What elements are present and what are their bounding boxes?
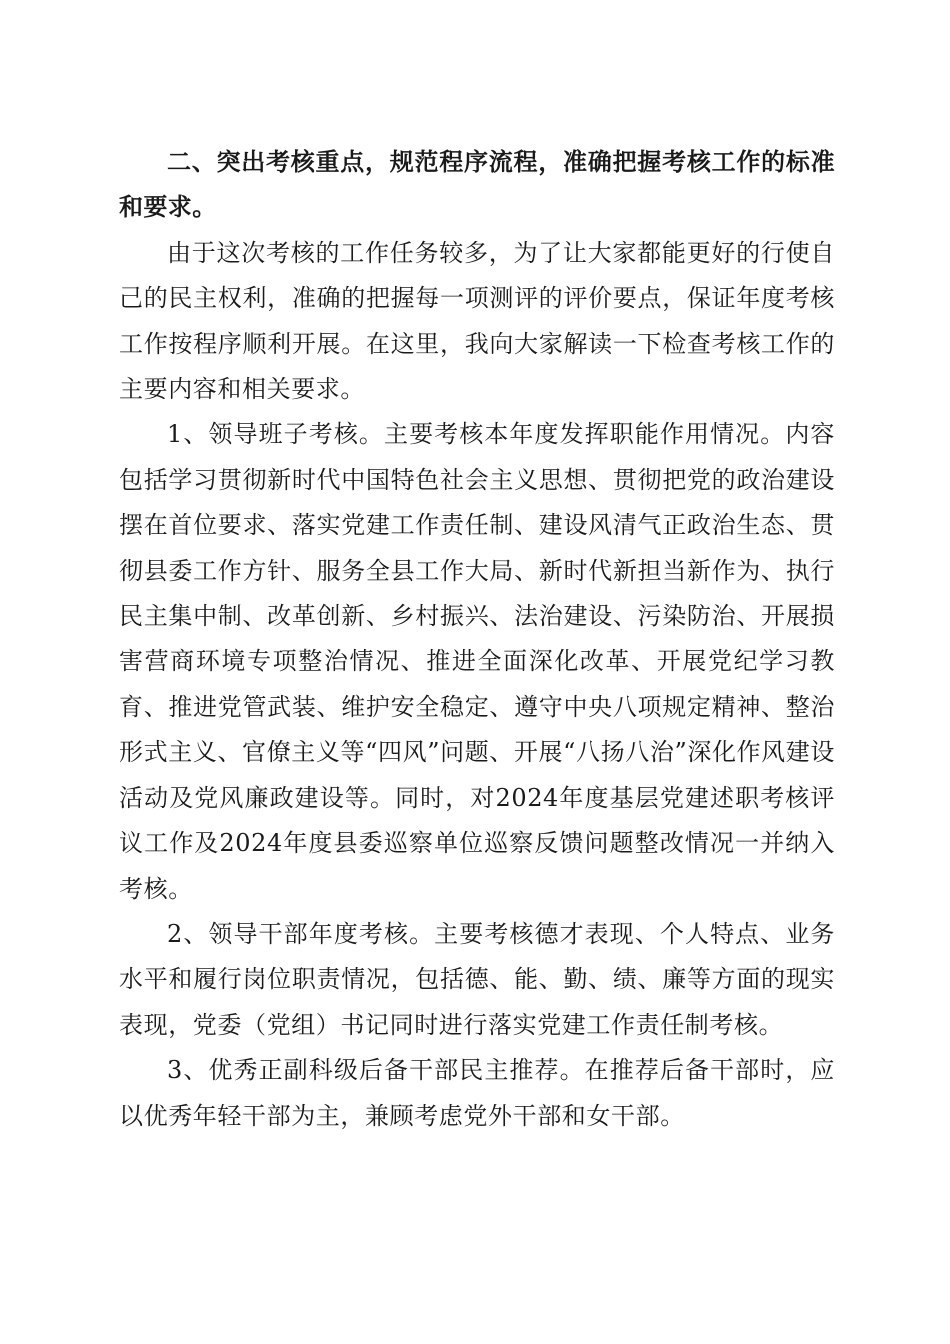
paragraph-reserve-cadre-recommendation: 3、优秀正副科级后备干部民主推荐。在推荐后备干部时，应以优秀年轻干部为主，兼顾考虑党外干部和女干部。	[119, 1056, 835, 1130]
section-heading: 二、突出考核重点，规范程序流程，准确把握考核工作的标准和要求。	[119, 148, 835, 222]
paragraph-leading-cadre-assessment: 2、领导干部年度考核。主要考核德才表现、个人特点、业务水平和履行岗位职责情况，包括德、能、勤、绩、廉等方面的现实表现，党委（党组）书记同时进行落实党建工作责任制考核。	[119, 919, 835, 1039]
document-page	[119, 140, 835, 1139]
paragraph-leadership-team-assessment: 1、领导班子考核。主要考核本年度发挥职能作用情况。内容包括学习贯彻新时代中国特色社会主义思想、贯彻把党的政治建设摆在首位要求、落实党建工作责任制、建设风清气正政治生态、贯彻县委工作方针、服务全县工作大局、新时代新担当新作为、执行民主集中制、改革创新、乡村振兴、法治建设、污染防治、开展损害营商环境专项整治情况、推进全面深化改革、开展党纪学习教育、推进党管武装、维护安全稳定、遵守中央八项规定精神、整治形式主义、官僚主义等“四风”问题、开展“八扬八治”深化作风建设活动及党风廉政建设等。同时，对2024年度基层党建述职考核评议工作及2024年度县委巡察单位巡察反馈问题整改情况一并纳入考核。	[119, 420, 835, 903]
paragraph-intro: 由于这次考核的工作任务较多，为了让大家都能更好的行使自己的民主权利，准确的把握每一项测评的评价要点，保证年度考核工作按程序顺利开展。在这里，我向大家解读一下检查考核工作的主要内容和相关要求。	[119, 238, 835, 404]
